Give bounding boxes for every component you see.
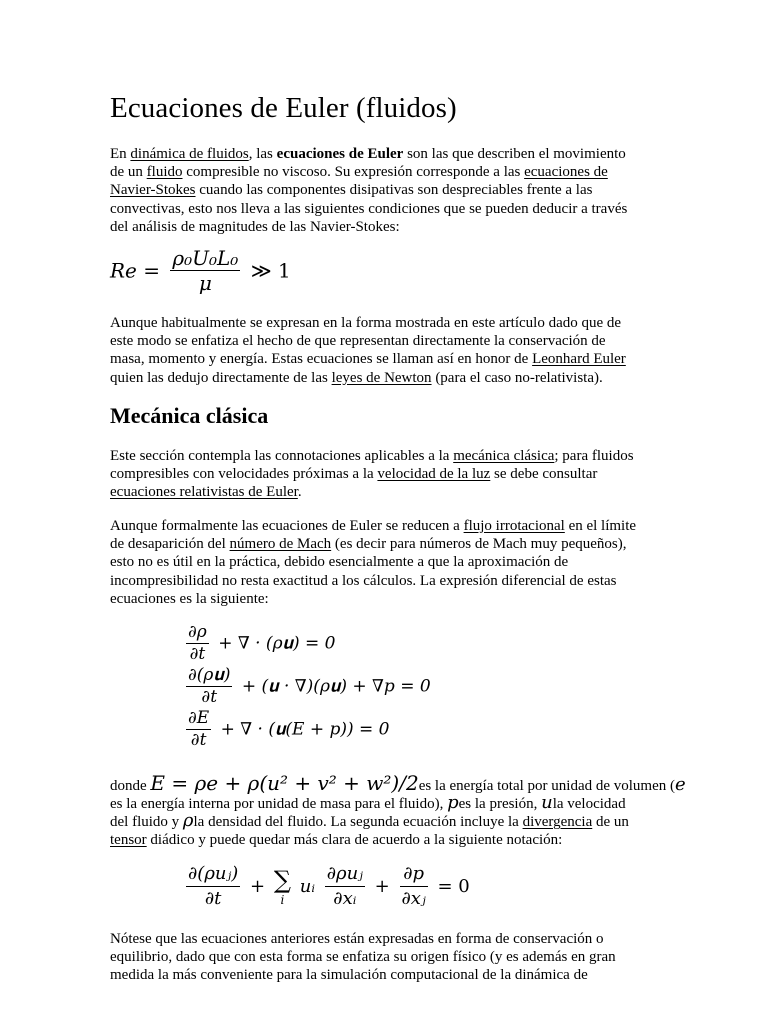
text-line bbox=[110, 831, 670, 849]
fraction bbox=[186, 708, 211, 751]
text: de un bbox=[592, 814, 629, 831]
text-line: ecuaciones es la siguiente: bbox=[110, 590, 269, 607]
text: (es decir para números de Mach muy pequeños), bbox=[331, 536, 627, 553]
fraction bbox=[325, 862, 365, 911]
inline-math: ρ bbox=[182, 810, 194, 832]
text-line: convectivas, esto nos lleva a las siguientes condiciones que se pueden deducir a través bbox=[110, 200, 628, 217]
equation-rhs: ≫ 1 bbox=[250, 258, 291, 283]
text: son las que describen el movimiento bbox=[403, 146, 626, 162]
text: del fluido y bbox=[110, 814, 183, 831]
text: de un bbox=[110, 164, 147, 181]
link-dinamica-de-fluidos[interactable]: dinámica de fluidos bbox=[130, 146, 249, 162]
text: En bbox=[110, 146, 131, 162]
text: la velocidad bbox=[552, 796, 626, 813]
equation-rest: + ∇ · (ρ𝐮) = 0 bbox=[218, 633, 336, 654]
numerator: ∂ρ bbox=[188, 622, 207, 642]
momentum-equation bbox=[182, 665, 431, 708]
paragraph-3 bbox=[110, 447, 670, 502]
summation bbox=[274, 867, 291, 907]
link-leonhard-euler[interactable]: Leonhard Euler bbox=[532, 351, 626, 368]
link-fluido[interactable]: fluido bbox=[146, 164, 183, 181]
paragraph-6 bbox=[110, 930, 670, 985]
text: en el límite bbox=[564, 518, 637, 534]
text-line: esto no es útil en la práctica, debido esencialmente a que la aproximación de bbox=[110, 554, 569, 571]
inline-math: u bbox=[541, 792, 553, 814]
text-line bbox=[110, 465, 670, 483]
numerator: ρ₀U₀L₀ bbox=[172, 246, 239, 270]
continuity-equation bbox=[182, 622, 335, 665]
text-line: Aunque habitualmente se expresan en la forma mostrada en este artículo dado que de bbox=[110, 315, 622, 331]
equation-rest: + ∇ · (𝐮(E + p)) = 0 bbox=[220, 719, 390, 740]
text-line bbox=[110, 447, 670, 465]
reynolds-equation bbox=[110, 246, 291, 295]
fraction bbox=[186, 622, 209, 665]
text: . bbox=[297, 484, 302, 501]
section-heading: Mecánica clásica bbox=[110, 403, 269, 428]
numerator: ∂(ρuⱼ) bbox=[186, 862, 240, 887]
sum-index: i bbox=[280, 892, 285, 907]
text: es la energía interna por unidad de masa para el fluido), bbox=[110, 796, 448, 813]
text: compresibles con velocidades próximas a la bbox=[110, 466, 378, 483]
link-mecanica-clasica[interactable]: mecánica clásica bbox=[453, 448, 555, 464]
velocity-component: uᵢ bbox=[299, 876, 315, 897]
paragraph-5 bbox=[110, 771, 686, 849]
text: Este sección contempla las connotaciones aplicables a la bbox=[110, 448, 454, 464]
text: se debe consultar bbox=[490, 466, 598, 483]
text: la densidad del fluido. La segunda ecuación incluye la bbox=[193, 814, 523, 831]
text-line bbox=[110, 483, 670, 501]
text-line bbox=[110, 181, 670, 199]
bold-term: ecuaciones de Euler bbox=[276, 146, 404, 162]
plus-sign: + bbox=[250, 876, 266, 897]
link-ecuaciones-de-navier-stokes[interactable]: ecuaciones de bbox=[524, 164, 608, 181]
text-line: incompresibilidad no resta exactitud a los cálculos. La expresión diferencial de estas bbox=[110, 572, 617, 589]
numerator: ∂ρuⱼ bbox=[325, 862, 365, 887]
inline-math: E = ρe + ρ(u² + v² + w²)/2 bbox=[150, 771, 419, 795]
inline-math: e bbox=[675, 774, 686, 795]
paragraph-2 bbox=[110, 314, 670, 387]
text: , las bbox=[248, 146, 277, 162]
link-velocidad-de-la-luz[interactable]: velocidad de la luz bbox=[377, 466, 491, 483]
link-leyes-de-newton[interactable]: leyes de Newton bbox=[331, 369, 432, 386]
paragraph-4 bbox=[110, 517, 670, 608]
text-line bbox=[110, 535, 670, 553]
fraction bbox=[400, 862, 428, 911]
denominator: ∂xᵢ bbox=[333, 888, 357, 909]
text-line: del análisis de magnitudes de las Navier-Stokes: bbox=[110, 218, 400, 235]
intro-paragraph bbox=[110, 145, 670, 236]
link-ecuaciones-relativistas[interactable]: ecuaciones relativistas de Euler bbox=[110, 484, 298, 501]
text: quien las dedujo directamente de las bbox=[110, 369, 332, 386]
text-line bbox=[110, 517, 670, 535]
text-line bbox=[110, 369, 670, 387]
text: cuando las componentes disipativas son despreciables frente a las bbox=[195, 182, 593, 199]
text: (para el caso no-relativista). bbox=[431, 369, 603, 386]
text: masa, momento y energía. Estas ecuaciones se llaman así en honor de bbox=[110, 351, 533, 368]
inline-math: p bbox=[447, 792, 459, 814]
equation-rest: + (𝐮 · ∇)(ρ𝐮) + ∇p = 0 bbox=[241, 676, 431, 697]
text: compresible no viscoso. Su expresión corresponde a las bbox=[182, 164, 525, 181]
energy-equation bbox=[182, 708, 390, 751]
numerator: ∂p bbox=[400, 862, 428, 887]
numerator: ∂(ρ𝐮) bbox=[188, 665, 231, 685]
text-line bbox=[110, 771, 686, 795]
link-navier-stokes[interactable]: Navier-Stokes bbox=[110, 182, 196, 199]
link-numero-de-mach[interactable]: número de Mach bbox=[229, 536, 332, 553]
index-notation-equation bbox=[182, 862, 470, 911]
text-line: este modo se enfatiza el hecho de que representan directamente la conservación de bbox=[110, 333, 606, 350]
equation-lhs: Re = bbox=[110, 258, 161, 283]
plus-sign: + bbox=[374, 876, 390, 897]
text-line bbox=[110, 794, 670, 812]
denominator: ∂t bbox=[190, 730, 207, 750]
text: es la presión, bbox=[458, 796, 542, 813]
denominator: ∂xⱼ bbox=[401, 888, 426, 909]
link-divergencia[interactable]: divergencia bbox=[522, 814, 593, 831]
sigma-symbol: ∑ bbox=[273, 865, 291, 894]
denominator: ∂t bbox=[189, 644, 206, 664]
text-line bbox=[110, 163, 670, 181]
text-line: medida la más conveniente para la simulación computacional de la dinámica de bbox=[110, 967, 588, 984]
fraction bbox=[186, 862, 240, 911]
text-line bbox=[110, 350, 670, 368]
text-line: Nótese que las ecuaciones anteriores están expresadas en forma de conservación o bbox=[110, 931, 604, 947]
text: diádico y puede quedar más clara de acuerdo a la siguiente notación: bbox=[146, 831, 563, 848]
equation-rhs: = 0 bbox=[437, 876, 470, 897]
denominator: μ bbox=[198, 271, 212, 295]
text: Aunque formalmente las ecuaciones de Euler se reducen a bbox=[110, 518, 464, 534]
text: es la energía total por unidad de volumen ( bbox=[418, 778, 675, 794]
text: de desaparición del bbox=[110, 536, 230, 553]
numerator: ∂E bbox=[188, 708, 210, 728]
denominator: ∂t bbox=[204, 888, 222, 909]
link-tensor[interactable]: tensor bbox=[110, 831, 147, 848]
text-line bbox=[110, 812, 670, 830]
text-line bbox=[110, 145, 670, 163]
fraction bbox=[170, 246, 240, 295]
link-flujo-irrotacional[interactable]: flujo irrotacional bbox=[463, 518, 565, 534]
page-title: Ecuaciones de Euler (fluidos) bbox=[110, 92, 457, 124]
text: donde bbox=[110, 778, 151, 794]
text-line: equilibrio, dado que con esta forma se enfatiza su origen físico (y es además en gran bbox=[110, 949, 616, 966]
text: ; para fluidos bbox=[554, 448, 634, 464]
fraction bbox=[186, 665, 232, 708]
denominator: ∂t bbox=[201, 687, 218, 707]
